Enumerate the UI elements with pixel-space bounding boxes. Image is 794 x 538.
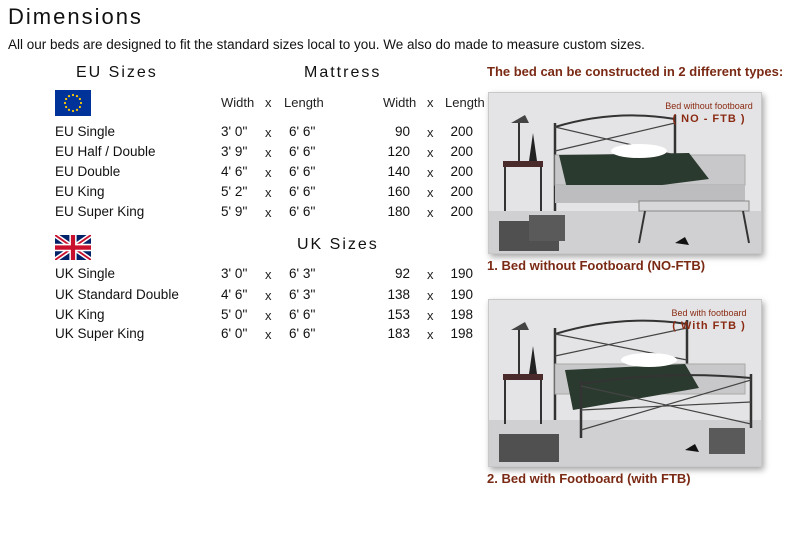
- times-sign: x: [265, 125, 272, 140]
- mattress-width: 153: [387, 307, 410, 322]
- times-sign: x: [427, 288, 434, 303]
- intro-text: All our beds are designed to fit the standard sizes local to you. We also do made to measure custom sizes.: [8, 37, 645, 52]
- times-sign: x: [427, 145, 434, 160]
- times-sign: x: [427, 327, 434, 342]
- photo-code: ( With FTB ): [672, 320, 746, 332]
- bed-length: 6' 6'': [289, 124, 316, 139]
- size-name: UK King: [55, 307, 105, 322]
- bed-width: 6' 0'': [221, 326, 248, 341]
- bed-width: 3' 9'': [221, 144, 248, 159]
- eu-mattress-length-header: Length: [445, 95, 485, 110]
- mattress-width: 183: [387, 326, 410, 341]
- mattress-length: 200: [450, 184, 473, 199]
- page-title: Dimensions: [8, 4, 143, 29]
- size-name: UK Standard Double: [55, 287, 179, 302]
- size-name: EU Half / Double: [55, 144, 156, 159]
- photo-caption: 2. Bed with Footboard (with FTB): [487, 471, 691, 486]
- bed-length: 6' 6'': [289, 307, 316, 322]
- times-sign: x: [265, 267, 272, 282]
- bed-length: 6' 3'': [289, 287, 316, 302]
- eu-sizes-heading: EU Sizes: [76, 64, 158, 81]
- mattress-length: 198: [450, 307, 473, 322]
- eu-mattress-x-header: x: [427, 95, 434, 110]
- mattress-length: 200: [450, 144, 473, 159]
- times-sign: x: [427, 205, 434, 220]
- times-sign: x: [265, 185, 272, 200]
- bed-width: 5' 0'': [221, 307, 248, 322]
- times-sign: x: [265, 145, 272, 160]
- mattress-heading: Mattress: [304, 64, 382, 81]
- bed-width: 5' 9'': [221, 204, 248, 219]
- mattress-width: 90: [394, 124, 410, 139]
- times-sign: x: [265, 205, 272, 220]
- mattress-width: 138: [387, 287, 410, 302]
- eu-length-header: Length: [284, 95, 324, 110]
- eu-mattress-width-header: Width: [383, 95, 417, 110]
- eu-x-header: x: [265, 95, 272, 110]
- eu-flag-icon: [55, 90, 91, 116]
- bed-length: 6' 3'': [289, 266, 316, 281]
- times-sign: x: [265, 165, 272, 180]
- times-sign: x: [427, 308, 434, 323]
- bed-length: 6' 6'': [289, 204, 316, 219]
- size-name: UK Single: [55, 266, 116, 281]
- bed-length: 6' 6'': [289, 164, 316, 179]
- uk-flag-icon: [55, 235, 91, 260]
- size-name: EU Super King: [55, 204, 145, 219]
- bed-length: 6' 6'': [289, 144, 316, 159]
- times-sign: x: [427, 267, 434, 282]
- uk-sizes-heading: UK Sizes: [297, 236, 379, 253]
- bed-with-footboard-photo: [488, 299, 762, 467]
- mattress-width: 120: [387, 144, 410, 159]
- size-name: EU Single: [55, 124, 116, 139]
- times-sign: x: [265, 308, 272, 323]
- times-sign: x: [427, 165, 434, 180]
- photo-label: Bed with footboard: [671, 308, 747, 318]
- bed-length: 6' 6'': [289, 326, 316, 341]
- photo-code: ( NO - FTB ): [672, 113, 746, 125]
- times-sign: x: [427, 185, 434, 200]
- times-sign: x: [265, 327, 272, 342]
- mattress-length: 190: [450, 266, 473, 281]
- mattress-length: 200: [450, 164, 473, 179]
- bed-width: 4' 6'': [221, 164, 248, 179]
- photo-label: Bed without footboard: [665, 101, 753, 111]
- mattress-width: 92: [394, 266, 410, 281]
- bed-width: 5' 2'': [221, 184, 248, 199]
- times-sign: x: [265, 288, 272, 303]
- mattress-length: 200: [450, 124, 473, 139]
- mattress-length: 190: [450, 287, 473, 302]
- mattress-width: 140: [387, 164, 410, 179]
- bed-width: 3' 0'': [221, 266, 248, 281]
- photo-caption: 1. Bed without Footboard (NO-FTB): [487, 258, 706, 273]
- bed-width: 3' 0'': [221, 124, 248, 139]
- mattress-length: 198: [450, 326, 473, 341]
- bed-length: 6' 6'': [289, 184, 316, 199]
- bed-width: 4' 6'': [221, 287, 248, 302]
- size-name: UK Super King: [55, 326, 145, 341]
- mattress-width: 180: [387, 204, 410, 219]
- mattress-length: 200: [450, 204, 473, 219]
- eu-width-header: Width: [221, 95, 255, 110]
- size-name: EU King: [55, 184, 105, 199]
- size-name: EU Double: [55, 164, 121, 179]
- times-sign: x: [427, 125, 434, 140]
- types-heading: The bed can be constructed in 2 different types:: [487, 64, 784, 79]
- bed-without-footboard-photo: [488, 92, 762, 254]
- mattress-width: 160: [387, 184, 410, 199]
